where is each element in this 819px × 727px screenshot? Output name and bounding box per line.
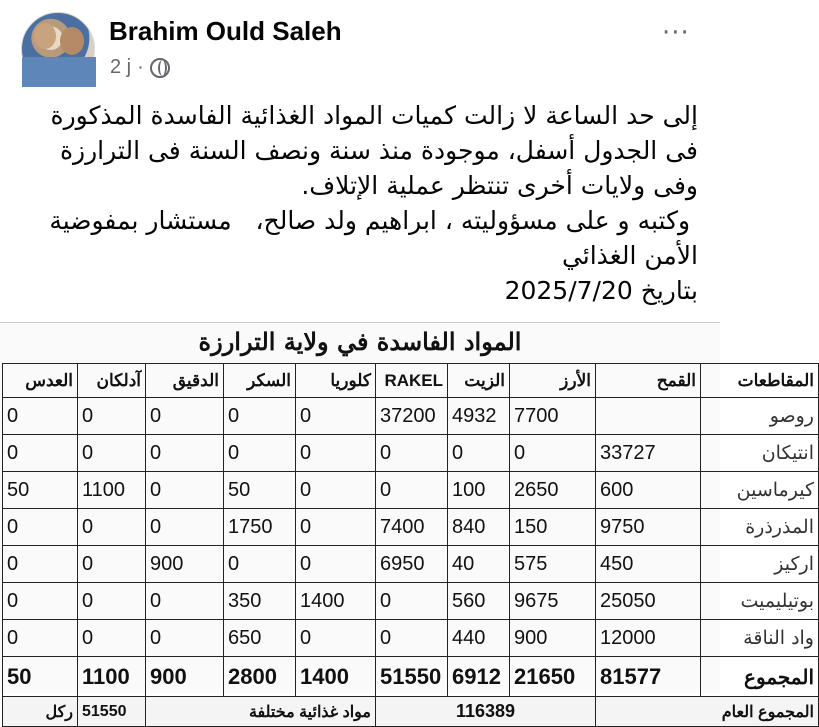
district-name: المذرذرة [701,509,819,546]
table-cell: 450 [596,546,701,583]
table-cell: 0 [376,472,448,509]
table-cell: 0 [296,472,376,509]
table-cell: 7400 [376,509,448,546]
table-cell: 0 [78,398,146,435]
table-cell: 575 [510,546,596,583]
total-cell: 2800 [224,657,296,697]
avatar[interactable] [21,12,95,86]
total-cell: 900 [146,657,224,697]
table-cell: 9750 [596,509,701,546]
table-cell: 1750 [224,509,296,546]
avatar-person-left [34,23,56,49]
table-cell: 7700 [510,398,596,435]
total-cell: 50 [3,657,78,697]
spoiled-food-table [2,363,819,727]
column-header: كلوريا [296,364,376,398]
table-row [3,620,819,657]
table-cell: 0 [146,620,224,657]
table-row [3,472,819,509]
author-name[interactable]: Brahim Ould Saleh [109,16,342,46]
table-cell: 0 [376,620,448,657]
grand-total-label: المجموع العام [596,697,819,727]
table-cell: 40 [448,546,510,583]
table-cell: 0 [146,472,224,509]
table-cell: 0 [78,509,146,546]
table-cell: 0 [146,398,224,435]
table-cell: 0 [78,546,146,583]
table-cell: 0 [296,546,376,583]
table-cell: 0 [224,435,296,472]
table-cell: 0 [78,583,146,620]
rakel-value: 51550 [78,697,146,727]
table-cell: 600 [596,472,701,509]
total-cell: 6912 [448,657,510,697]
table-cell: 6950 [376,546,448,583]
post-date: بتاريخ 2025/7/20 [504,276,698,305]
district-name: واد الناقة [701,620,819,657]
table-cell: 1400 [296,583,376,620]
district-name: اركيز [701,546,819,583]
column-header: العدس [3,364,78,398]
post-paragraph-1: إلى حد الساعة لا زالت كميات المواد الغذائية الفاسدة المذكورة فى الجدول أسفل، موجودة منذ سنة ونصف السنة فى الترارزة وفى ولايات أخرى تنتظر عملية الإتلاف. [42,101,698,200]
district-name: روصو [701,398,819,435]
total-cell: 51550 [376,657,448,697]
table-cell: 0 [146,583,224,620]
table-cell: 0 [3,583,78,620]
table-cell: 0 [78,435,146,472]
column-header: المقاطعات [701,364,819,398]
table-cell: 440 [448,620,510,657]
column-header: السكر [224,364,296,398]
table-cell: 0 [296,435,376,472]
total-cell: 21650 [510,657,596,697]
post-paragraph-2: وكتبه و على مسؤوليته ، ابراهيم ولد صالح، مستشار بمفوضية الأمن الغذائي [41,206,698,270]
table-cell: 0 [3,398,78,435]
table-cell: 0 [3,509,78,546]
table-cell: 0 [296,398,376,435]
column-header: القمح [596,364,701,398]
table-cell: 350 [224,583,296,620]
table-cell: 50 [3,472,78,509]
mixed-food-label: مواد غذائية مختلفة [146,697,376,727]
table-cell: 0 [78,620,146,657]
table-cell: 25050 [596,583,701,620]
table-header-row [3,364,819,398]
table-cell: 650 [224,620,296,657]
district-name: كيرماسين [701,472,819,509]
table-cell: 37200 [376,398,448,435]
table-cell: 0 [376,583,448,620]
table-cell: 150 [510,509,596,546]
table-row [3,509,819,546]
globe-icon[interactable] [150,58,170,78]
total-cell: 1100 [78,657,146,697]
table-cell: 1100 [78,472,146,509]
table-cell: 0 [3,546,78,583]
table-row [3,398,819,435]
post-text [18,98,698,308]
table-cell: 0 [448,435,510,472]
table-cell: 0 [224,398,296,435]
post-meta [110,56,170,79]
table-cell: 900 [146,546,224,583]
meta-separator: · [137,56,144,78]
table-title: المواد الفاسدة في ولاية الترارزة [198,327,522,356]
total-label: المجموع [701,657,819,697]
table-cell: 0 [296,509,376,546]
table-cell: 9675 [510,583,596,620]
table-cell: 4932 [448,398,510,435]
table-cell: 0 [3,435,78,472]
table-cell: 0 [146,509,224,546]
table-cell: 50 [224,472,296,509]
table-row [3,546,819,583]
table-cell: 900 [510,620,596,657]
table-cell: 0 [224,546,296,583]
district-name: انتيكان [701,435,819,472]
total-cell: 1400 [296,657,376,697]
table-cell: 0 [3,620,78,657]
table-cell: 33727 [596,435,701,472]
table-cell: 0 [510,435,596,472]
table-cell: 0 [296,620,376,657]
more-options-icon[interactable]: ··· [662,18,690,48]
column-header: الدقيق [146,364,224,398]
table-cell: 0 [146,435,224,472]
grand-total-row [3,697,819,727]
table-row [3,435,819,472]
table-cell: 0 [376,435,448,472]
rakel-label: ركل [3,697,78,727]
column-header: الأرز [510,364,596,398]
grand-total-value: 116389 [376,697,596,727]
column-header: الزيت [448,364,510,398]
post-time[interactable]: 2 j [110,56,132,78]
avatar-person-right [60,27,84,55]
avatar-clothing [22,57,96,87]
table-image[interactable] [0,322,814,721]
table-cell: 12000 [596,620,701,657]
column-header: RAKEL [376,364,448,398]
total-row [3,657,819,697]
table-cell: 560 [448,583,510,620]
table-row [3,583,819,620]
table-cell: 100 [448,472,510,509]
table-cell [596,398,701,435]
total-cell: 81577 [596,657,701,697]
table-cell: 2650 [510,472,596,509]
district-name: بوتيليميت [701,583,819,620]
column-header: آدلكان [78,364,146,398]
table-cell: 840 [448,509,510,546]
